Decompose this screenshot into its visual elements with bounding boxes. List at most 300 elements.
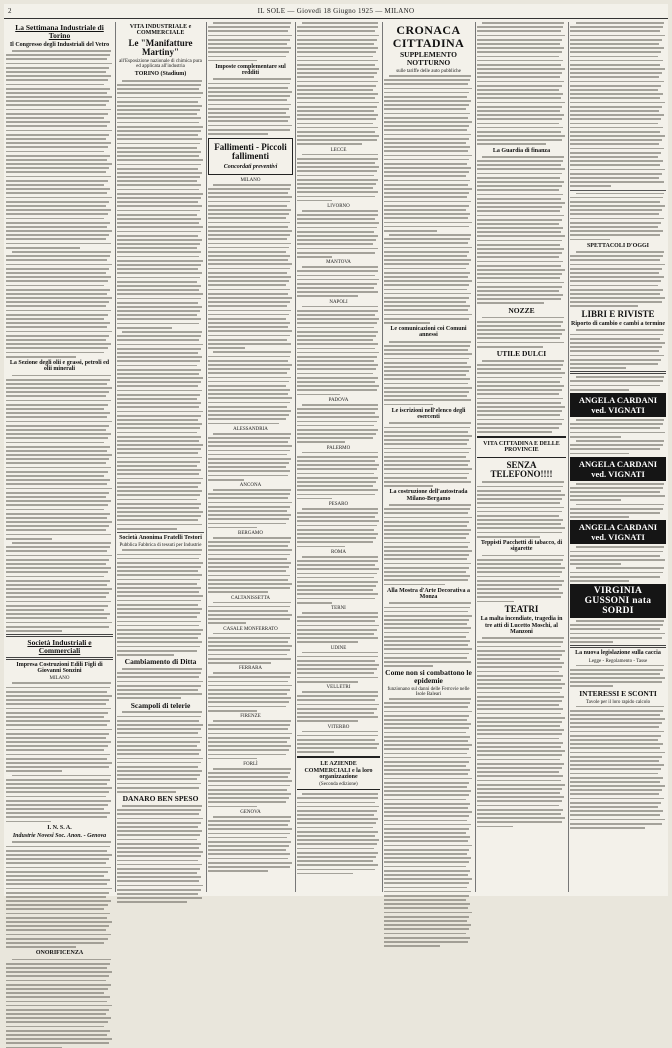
text-line [570,259,660,261]
text-line [570,764,664,766]
text-line [297,425,374,427]
text-line [477,372,565,374]
text-line [208,837,287,839]
text-line [208,820,290,822]
text-line [384,349,468,351]
headline-settimana-industriale: La Settimana Industriale di Torino [15,23,104,40]
text-line [117,335,201,337]
text-line [570,68,665,70]
text-line [570,280,661,282]
dateline-city: PESARO [328,501,349,507]
text-line [297,51,376,53]
text-line [6,218,104,220]
text-line [117,197,201,199]
text-line [477,298,561,300]
illegible-text-block [297,452,380,500]
text-line [213,768,291,770]
illegible-text-block [297,154,380,202]
headline-senza-telefono: SENZA TELEFONO!!!! [490,459,553,479]
illegible-text-block [6,959,113,1048]
text-line [570,389,629,391]
text-line [208,614,292,616]
text-line [297,598,375,600]
text-line [297,860,373,862]
text-line [117,783,201,785]
text-line [6,580,110,582]
dateline-city: PADOVA [328,397,349,403]
dateline-city: TERNI [331,606,346,611]
text-line [208,397,292,399]
text-line [297,843,377,845]
dateline-city: TORINO (Stadium) [134,71,187,78]
headline-congresso-vetro: Il Congresso degli Industriali del Vetro [9,41,110,48]
text-line [297,814,374,816]
text-line [384,322,430,324]
text-line [6,596,106,598]
text-line [117,222,199,224]
text-line [208,343,291,345]
text-line [208,622,246,624]
text-line [384,314,472,316]
text-line [297,629,377,631]
text-line [117,868,200,870]
text-line [117,830,202,832]
text-line [297,577,374,579]
text-line [117,385,198,387]
illegible-text-block [208,537,293,593]
text-line [6,630,62,632]
text-line [297,270,378,272]
text-line [208,418,286,420]
dateline-city: MANTOVA [326,260,351,266]
text-line [384,857,471,859]
text-line [208,445,292,447]
text-line [477,393,559,395]
text-line [117,749,201,751]
text-line [297,822,376,824]
text-line [117,654,174,656]
text-line [297,581,378,583]
text-line [384,636,466,638]
text-line [6,992,104,994]
illegible-text-block [570,419,666,438]
illegible-text-block [6,841,113,947]
text-line [297,602,332,604]
vita-cittadina-box [477,436,566,458]
text-line [208,728,288,730]
text-line [384,125,469,127]
text-line [384,163,467,165]
text-line [477,498,562,500]
text-line [477,56,559,58]
text-line [6,331,112,333]
notice-body [570,620,666,643]
text-line [384,268,466,270]
text-line [384,757,471,759]
text-line [6,247,80,249]
text-line [117,318,201,320]
text-line [570,85,661,87]
text-line [384,358,469,360]
text-line [482,360,564,362]
text-line [6,942,104,944]
text-line [384,653,469,655]
text-line [6,808,104,810]
text-line [384,517,472,519]
notice-body [570,419,666,438]
text-line [477,102,565,104]
headline-insa: I. N. S. A. [47,824,72,831]
text-line [384,362,467,364]
text-line [384,611,468,613]
text-line [117,143,200,145]
article-body [297,691,380,722]
text-line [117,423,202,425]
text-line [570,148,664,150]
text-line [6,197,112,199]
text-line [384,184,468,186]
text-line [570,735,661,737]
text-line [6,867,111,869]
text-line [208,205,287,207]
text-line [12,682,110,684]
text-line [6,446,110,448]
text-line [477,780,561,782]
text-line [482,156,564,158]
text-line [297,118,376,120]
headline-onorificenza: ONORIFICENZA [35,950,84,957]
text-line [570,234,660,236]
text-line [570,118,661,120]
text-line [477,536,540,538]
text-line [297,564,375,566]
text-line [6,467,111,469]
text-line [477,389,562,391]
text-line [297,735,378,737]
headline-spettacoli: SPETTACOLI D'OGGI [586,242,650,249]
text-line [117,277,200,279]
text-line [384,150,468,152]
text-line [297,864,378,866]
text-line [570,551,663,553]
text-line [297,529,374,531]
text-line [6,879,110,881]
text-line [384,117,468,119]
text-line [117,373,199,375]
text-line [297,869,375,871]
text-line [297,739,375,741]
text-line [570,752,665,754]
text-line [297,360,374,362]
notice-body [570,504,666,518]
text-line [6,904,108,906]
text-line [570,346,662,348]
text-line [384,443,467,445]
text-line [6,733,109,735]
text-line [117,256,199,258]
headline-cambiamento-ditta: Cambiamento di Ditta [124,657,197,667]
text-line [117,231,201,233]
dateline-city: UDINE [330,645,347,651]
text-line [6,1021,108,1023]
text-line [6,1026,104,1028]
text-line [570,785,665,787]
text-line [6,142,111,144]
text-line [570,427,660,429]
text-line [570,359,661,361]
headline-sezione-olii: La Sezione degli olii e grassi, petroli ed olii minerali [9,359,110,373]
text-line [6,339,106,341]
text-line [297,385,379,387]
article-body [297,404,380,443]
text-line [384,803,470,805]
text-line [208,120,288,122]
text-line [570,64,660,66]
text-line [297,72,377,74]
text-line [208,116,290,118]
text-line [213,816,291,818]
text-line [570,338,660,340]
text-line [208,510,287,512]
headline-fallimenti: Fallimenti - Piccoli fallimenti [214,141,287,162]
text-line [6,812,110,814]
text-line [302,556,378,558]
text-line [297,818,378,820]
text-line [117,298,201,300]
text-line [384,167,471,169]
text-line [208,497,288,499]
text-line [6,450,107,452]
dateline-city: ALESSANDRIA [233,426,268,432]
text-line [297,283,377,285]
text-line [477,813,561,815]
text-line [208,314,289,316]
text-line [208,247,289,249]
text-line [117,681,203,683]
text-line [477,675,563,677]
illegible-text-block [208,768,293,807]
text-line [297,26,378,28]
text-line [117,839,197,841]
text-line [384,615,472,617]
text-line [117,864,202,866]
text-line [208,853,290,855]
text-line [384,782,469,784]
text-line [570,276,664,278]
notice-body [570,567,666,581]
text-line [384,786,467,788]
notice-body [570,440,666,454]
text-line [208,234,290,236]
text-line [208,780,292,782]
text-line [297,856,376,858]
text-line [477,202,565,204]
text-line [208,129,290,131]
text-line [384,460,470,462]
text-line [117,205,202,207]
dateline-city: CALTANISSETTA [230,595,271,601]
text-line [6,458,109,460]
text-line [213,78,291,80]
text-line [6,517,107,519]
text-line [477,683,565,685]
text-line [208,39,290,41]
text-line [208,776,288,778]
text-line [117,348,201,350]
text-line [6,996,110,998]
text-line [117,562,203,564]
text-line [477,302,544,304]
text-line [208,91,292,93]
illegible-text-block [208,602,293,625]
text-line [6,925,109,927]
text-line [384,882,469,884]
text-line [6,268,109,270]
text-line [6,71,106,73]
illegible-text-block [297,556,380,604]
text-line [570,226,658,228]
text-line [12,959,110,961]
text-line [6,416,107,418]
text-line [384,353,472,355]
text-line [570,26,663,28]
text-line [570,110,659,112]
article-body [384,602,473,667]
text-line [297,512,378,514]
text-line [384,222,472,224]
text-line [117,235,198,237]
text-line [208,297,292,299]
text-line [117,226,203,228]
text-line [384,619,469,621]
text-line [384,104,469,106]
headline-danaro-ben-speso: DANARO BEN SPESO [122,794,199,804]
text-line [297,30,375,32]
text-line [6,163,112,165]
text-line [208,797,289,799]
article-body [208,489,293,528]
article-body [570,251,666,307]
text-line [213,351,291,353]
text-line [477,494,565,496]
article-body [297,652,380,683]
text-line [297,352,379,354]
text-line [570,718,665,720]
column-4 [297,22,380,892]
text-line [477,85,562,87]
text-line [297,802,375,804]
text-line [12,375,110,377]
illegible-text-block [208,351,293,424]
text-line [117,427,200,429]
text-line [208,862,292,864]
text-line [117,822,201,824]
text-line [117,176,200,178]
text-line [117,289,199,291]
illegible-text-block [570,440,666,454]
text-line [208,523,286,525]
text-line [6,322,110,324]
text-line [570,47,664,49]
text-line [570,139,662,141]
text-line [6,509,104,511]
text-line [384,773,468,775]
text-line [297,485,373,487]
text-line [570,72,662,74]
text-line [117,293,203,295]
text-line [117,101,198,103]
illegible-text-block [384,234,473,324]
text-line [297,187,373,189]
text-line [297,81,378,83]
text-line [576,193,664,195]
dateline-city: MILANO [240,177,261,183]
text-line [6,875,104,877]
text-line [117,641,202,643]
text-line [117,201,198,203]
text-line [6,425,109,427]
text-line [570,342,665,344]
text-line [297,331,378,333]
text-line [208,441,288,443]
illegible-text-block [570,620,666,643]
text-line [297,47,378,49]
text-line [570,89,658,91]
text-line [208,579,288,581]
obituary-name-banner: ANGELA CARDANI ved. VIGNATI [570,520,666,544]
text-line [570,305,638,307]
text-line [570,131,660,133]
text-line [482,481,564,483]
text-line [477,269,565,271]
text-line [6,584,107,586]
text-line [117,478,203,480]
text-line [477,746,561,748]
text-line [297,464,379,466]
text-line [117,528,177,530]
text-line [117,377,203,379]
text-line [297,429,378,431]
dateline-city: BERGAMO [237,530,263,536]
text-line [6,75,111,77]
text-line [477,89,559,91]
text-line [297,295,358,297]
text-line [6,513,110,515]
text-line [6,176,111,178]
text-line [6,800,111,802]
text-line [117,728,201,730]
text-line [6,975,109,977]
text-line [6,504,108,506]
headline-subtitle: Tavole per il loro rapido calcolo [585,699,651,705]
text-line [6,862,106,864]
text-line [297,568,379,570]
text-line [477,523,561,525]
text-line [208,772,290,774]
text-line [6,404,108,406]
text-line [384,765,466,767]
text-line [570,213,659,215]
text-line [117,762,201,764]
text-line [6,770,62,772]
text-line [384,874,468,876]
text-line [6,716,104,718]
text-line [6,720,110,722]
text-line [297,343,378,345]
text-line [576,419,664,421]
text-line [6,917,107,919]
text-line [117,164,201,166]
